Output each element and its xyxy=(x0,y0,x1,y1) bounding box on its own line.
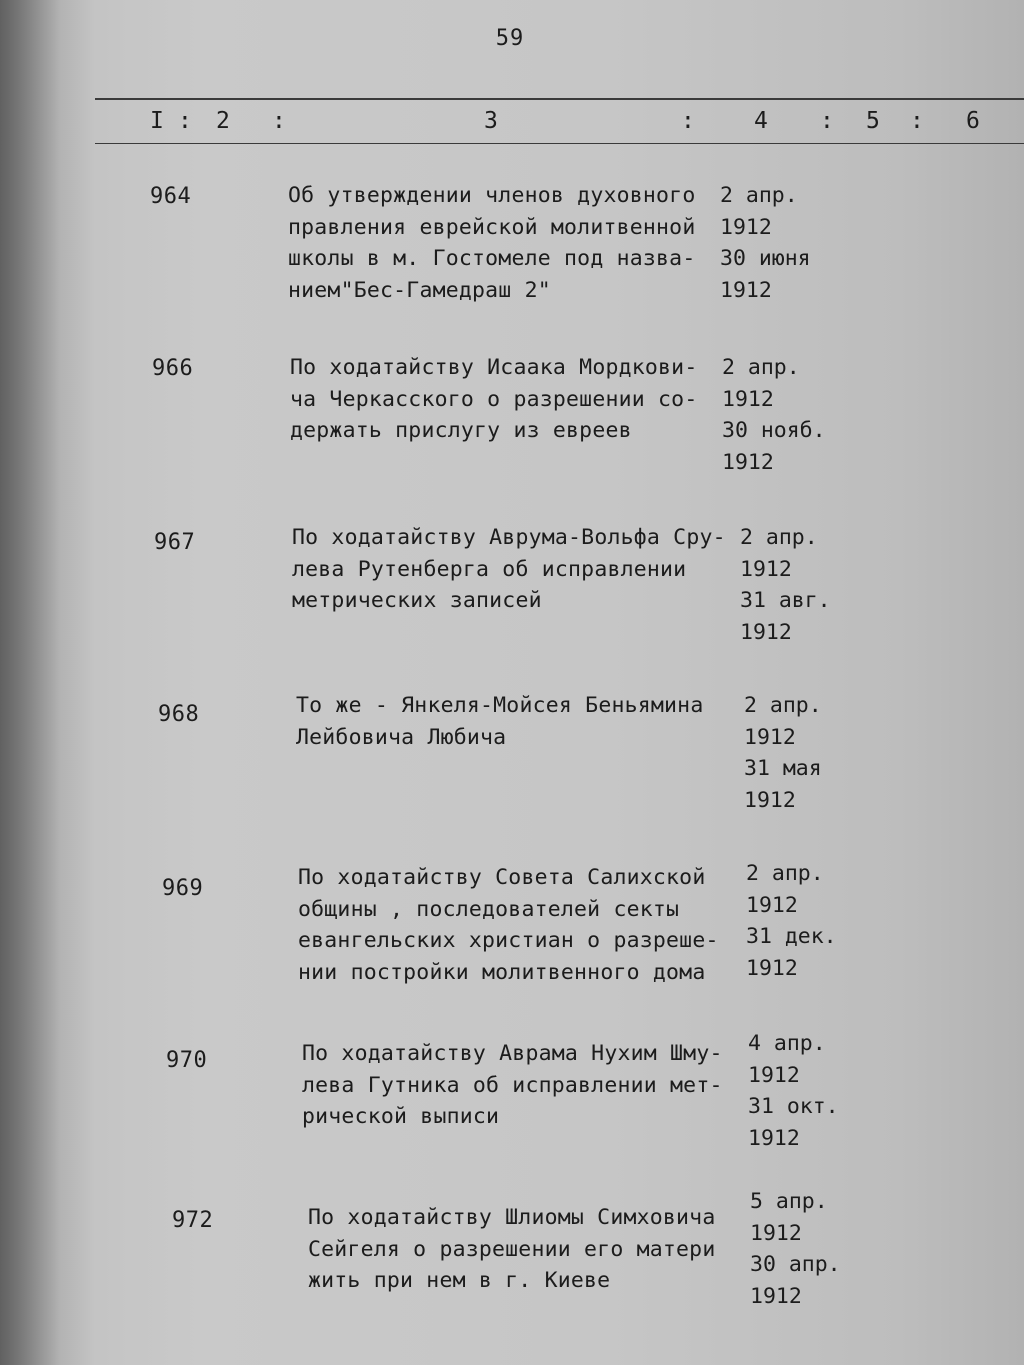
start-year: 1912 xyxy=(744,724,796,750)
end-year: 1912 xyxy=(740,619,792,645)
start-date: 2 апр. xyxy=(720,183,798,208)
record-description xyxy=(288,180,728,306)
end-year: 1912 xyxy=(746,955,798,981)
end-year: 1912 xyxy=(720,277,772,303)
start-year: 1912 xyxy=(720,214,772,240)
record-description xyxy=(296,690,736,753)
start-year: 1912 xyxy=(750,1220,802,1246)
end-year: 1912 xyxy=(750,1283,802,1309)
record-dates xyxy=(722,352,862,478)
table-header-top-rule xyxy=(95,98,1024,100)
column-header-5: 5 xyxy=(866,108,880,134)
start-date: 2 апр. xyxy=(722,355,800,380)
record-description xyxy=(290,352,730,447)
table-row xyxy=(0,522,1024,682)
start-date: 4 апр. xyxy=(748,1031,826,1056)
description-line: ча Черкасского о разрешении со- xyxy=(290,386,698,412)
description-line: жить при нем в г. Киеве xyxy=(308,1268,611,1293)
record-description xyxy=(298,862,738,988)
description-line: держать прислугу из евреев xyxy=(290,418,632,443)
column-header-6: 6 xyxy=(966,108,980,134)
description-line: метрических записей xyxy=(292,588,542,613)
record-number: 968 xyxy=(158,702,200,727)
end-year: 1912 xyxy=(748,1125,800,1151)
end-date: 31 мая xyxy=(744,756,822,781)
record-number: 966 xyxy=(152,356,194,381)
start-year: 1912 xyxy=(740,556,792,582)
description-line: школы в м. Гостомеле под назва- xyxy=(288,246,696,271)
end-date: 31 окт. xyxy=(748,1094,839,1119)
table-row xyxy=(0,1028,1024,1188)
record-number: 969 xyxy=(162,876,204,901)
description-line: рической выписи xyxy=(302,1104,500,1129)
table-row xyxy=(0,180,1024,340)
description-line: лева Рутенберга об исправлении xyxy=(292,556,687,582)
description-line: По ходатайству Исаака Мордкови- xyxy=(290,355,698,380)
description-line: нием"Бес-Гамедраш 2" xyxy=(288,277,551,303)
start-year: 1912 xyxy=(748,1062,800,1088)
description-line: лева Гутника об исправлении мет- xyxy=(302,1072,723,1098)
start-date: 2 апр. xyxy=(744,693,822,718)
description-line: правления еврейской молитвенной xyxy=(288,214,696,240)
start-year: 1912 xyxy=(722,386,774,412)
record-number: 964 xyxy=(150,184,192,209)
record-dates xyxy=(746,858,886,984)
description-line: общины , последователей секты xyxy=(298,896,680,922)
description-line: нии постройки молитвенного дома xyxy=(298,959,706,985)
column-separator: : xyxy=(820,108,834,134)
end-year: 1912 xyxy=(722,449,774,475)
table-row xyxy=(0,352,1024,512)
record-description xyxy=(302,1038,742,1133)
end-date: 30 нояб. xyxy=(722,418,826,443)
start-date: 2 апр. xyxy=(740,525,818,550)
record-description xyxy=(292,522,732,617)
table-row xyxy=(0,1186,1024,1346)
description-line: По ходатайству Совета Салихской xyxy=(298,865,706,890)
end-year: 1912 xyxy=(744,787,796,813)
start-date: 2 апр. xyxy=(746,861,824,886)
description-line: То же - Янкеля-Мойсея Беньямина xyxy=(296,693,704,718)
end-date: 31 авг. xyxy=(740,588,831,613)
table-row xyxy=(0,690,1024,850)
column-header-2: 2 xyxy=(216,108,230,134)
column-separator: : xyxy=(681,108,695,134)
description-line: По ходатайству Шлиомы Симховича xyxy=(308,1205,716,1230)
column-header-4: 4 xyxy=(754,108,768,134)
record-dates xyxy=(740,522,880,648)
column-header-1: I xyxy=(150,108,164,134)
column-separator: : xyxy=(272,108,286,134)
table-row xyxy=(0,858,1024,1018)
description-line: По ходатайству Аврума-Вольфа Сру- xyxy=(292,525,726,550)
start-year: 1912 xyxy=(746,892,798,918)
record-dates xyxy=(750,1186,890,1312)
record-dates xyxy=(748,1028,888,1154)
description-line: Сейгеля о разрешении его матери xyxy=(308,1236,716,1262)
record-dates xyxy=(744,690,884,816)
start-date: 5 апр. xyxy=(750,1189,828,1214)
end-date: 31 дек. xyxy=(746,924,837,949)
record-number: 967 xyxy=(154,530,196,555)
description-line: Лейбовича Любича xyxy=(296,724,507,750)
page-number: 59 xyxy=(495,26,525,51)
record-number: 970 xyxy=(166,1048,208,1073)
record-description xyxy=(308,1202,748,1297)
column-separator: : xyxy=(910,108,924,134)
description-line: По ходатайству Аврама Нухим Шму- xyxy=(302,1041,723,1066)
column-header-3: 3 xyxy=(484,108,498,134)
table-header-bottom-rule xyxy=(95,143,1024,144)
description-line: Об утверждении членов духовного xyxy=(288,183,696,208)
end-date: 30 апр. xyxy=(750,1252,841,1277)
record-dates xyxy=(720,180,860,306)
description-line: евангельских христиан о разреше- xyxy=(298,928,719,953)
record-number: 972 xyxy=(172,1208,214,1233)
end-date: 30 июня xyxy=(720,246,811,271)
column-separator: : xyxy=(178,108,192,134)
